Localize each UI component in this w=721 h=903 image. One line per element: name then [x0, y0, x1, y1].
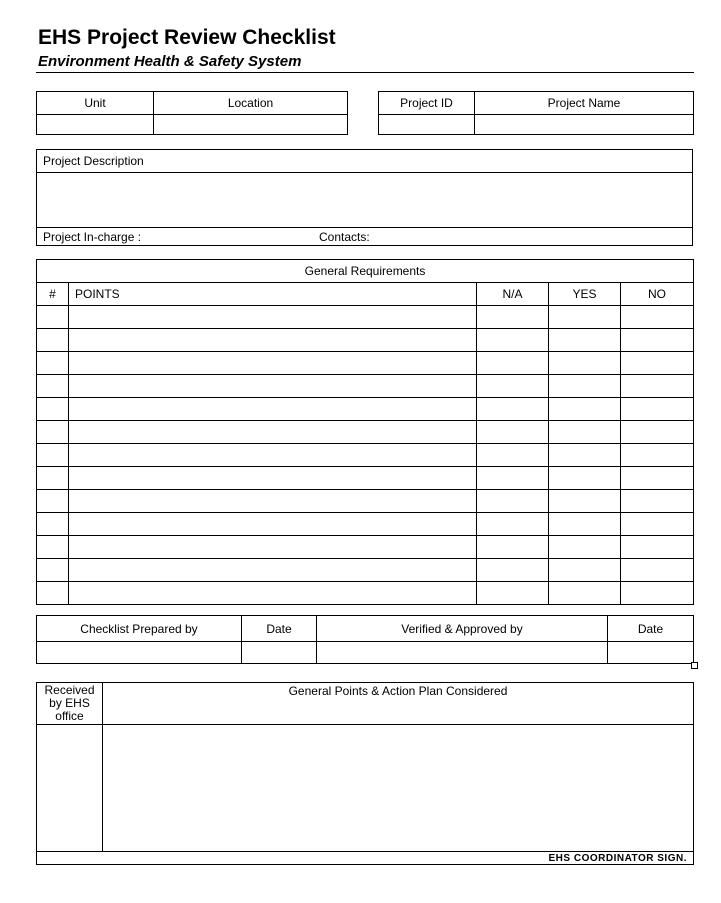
row-na-cell[interactable]: [477, 467, 549, 490]
table-row: [37, 536, 694, 559]
table-row: [37, 559, 694, 582]
col-yes-header: YES: [549, 283, 621, 306]
row-number-cell[interactable]: [37, 536, 69, 559]
row-na-cell[interactable]: [477, 306, 549, 329]
row-points-cell[interactable]: [69, 490, 477, 513]
row-no-cell[interactable]: [621, 352, 694, 375]
row-yes-cell[interactable]: [549, 559, 621, 582]
row-no-cell[interactable]: [621, 375, 694, 398]
row-yes-cell[interactable]: [549, 398, 621, 421]
table-row: [37, 490, 694, 513]
prepared-by-label: Checklist Prepared by: [37, 616, 242, 642]
row-number-cell[interactable]: [37, 444, 69, 467]
row-na-cell[interactable]: [477, 536, 549, 559]
row-number-cell[interactable]: [37, 490, 69, 513]
row-na-cell[interactable]: [477, 582, 549, 605]
unit-label: Unit: [37, 92, 154, 115]
row-number-cell[interactable]: [37, 513, 69, 536]
row-no-cell[interactable]: [621, 467, 694, 490]
row-na-cell[interactable]: [477, 513, 549, 536]
row-number-cell[interactable]: [37, 467, 69, 490]
row-no-cell[interactable]: [621, 398, 694, 421]
row-number-cell[interactable]: [37, 582, 69, 605]
project-id-label: Project ID: [379, 92, 475, 115]
table-row: [37, 375, 694, 398]
row-points-cell[interactable]: [69, 467, 477, 490]
row-no-cell[interactable]: [621, 582, 694, 605]
row-no-cell[interactable]: [621, 490, 694, 513]
row-points-cell[interactable]: [69, 352, 477, 375]
project-incharge-row: [37, 228, 693, 246]
row-na-cell[interactable]: [477, 444, 549, 467]
table-row: [37, 444, 694, 467]
col-no-header: NO: [621, 283, 694, 306]
row-points-cell[interactable]: [69, 444, 477, 467]
row-points-cell[interactable]: [69, 306, 477, 329]
row-yes-cell[interactable]: [549, 536, 621, 559]
project-id-field[interactable]: [379, 115, 475, 135]
unit-location-table: [36, 91, 348, 135]
row-yes-cell[interactable]: [549, 329, 621, 352]
signoff-table: [36, 615, 694, 664]
row-na-cell[interactable]: [477, 352, 549, 375]
verified-by-label: Verified & Approved by: [317, 616, 608, 642]
row-no-cell[interactable]: [621, 513, 694, 536]
project-info-table: [378, 91, 694, 135]
row-number-cell[interactable]: [37, 375, 69, 398]
date1-label: Date: [242, 616, 317, 642]
coordinator-sign-label: EHS COORDINATOR SIGN.: [37, 852, 694, 865]
row-yes-cell[interactable]: [549, 513, 621, 536]
row-yes-cell[interactable]: [549, 352, 621, 375]
row-na-cell[interactable]: [477, 375, 549, 398]
project-description-table: [36, 149, 693, 246]
action-plan-table: [36, 682, 694, 865]
general-requirements-title: General Requirements: [37, 260, 694, 283]
row-no-cell[interactable]: [621, 559, 694, 582]
project-name-label: Project Name: [475, 92, 694, 115]
title-divider: [36, 72, 694, 73]
table-row: [37, 306, 694, 329]
contacts-label: Contacts:: [319, 229, 370, 244]
table-row: [37, 421, 694, 444]
row-yes-cell[interactable]: [549, 306, 621, 329]
row-number-cell[interactable]: [37, 559, 69, 582]
received-by-field[interactable]: [37, 725, 103, 852]
row-number-cell[interactable]: [37, 306, 69, 329]
row-points-cell[interactable]: [69, 582, 477, 605]
table-row: [37, 352, 694, 375]
row-points-cell[interactable]: [69, 375, 477, 398]
table-row: [37, 467, 694, 490]
action-plan-label: General Points & Action Plan Considered: [103, 683, 694, 725]
row-points-cell[interactable]: [69, 421, 477, 444]
project-incharge-label: Project In-charge :: [43, 229, 142, 244]
project-description-label: Project Description: [37, 150, 693, 173]
page-subtitle: Environment Health & Safety System: [38, 53, 302, 70]
unit-field[interactable]: [37, 115, 154, 135]
row-points-cell[interactable]: [69, 329, 477, 352]
col-points-header: POINTS: [69, 283, 477, 306]
row-points-cell[interactable]: [69, 513, 477, 536]
row-na-cell[interactable]: [477, 559, 549, 582]
col-number-header: #: [37, 283, 69, 306]
row-na-cell[interactable]: [477, 421, 549, 444]
resize-handle[interactable]: [691, 662, 698, 669]
row-no-cell[interactable]: [621, 306, 694, 329]
row-yes-cell[interactable]: [549, 582, 621, 605]
row-no-cell[interactable]: [621, 421, 694, 444]
project-name-field[interactable]: [475, 115, 694, 135]
row-points-cell[interactable]: [69, 536, 477, 559]
project-description-field[interactable]: [37, 173, 693, 228]
row-yes-cell[interactable]: [549, 490, 621, 513]
row-yes-cell[interactable]: [549, 375, 621, 398]
row-na-cell[interactable]: [477, 398, 549, 421]
row-no-cell[interactable]: [621, 536, 694, 559]
row-yes-cell[interactable]: [549, 467, 621, 490]
row-number-cell[interactable]: [37, 398, 69, 421]
row-yes-cell[interactable]: [549, 421, 621, 444]
date2-field[interactable]: [608, 642, 694, 664]
verified-by-field[interactable]: [317, 642, 608, 664]
row-number-cell[interactable]: [37, 421, 69, 444]
row-no-cell[interactable]: [621, 329, 694, 352]
location-label: Location: [154, 92, 348, 115]
row-na-cell[interactable]: [477, 490, 549, 513]
action-plan-field[interactable]: [103, 725, 694, 852]
date1-field[interactable]: [242, 642, 317, 664]
row-yes-cell[interactable]: [549, 444, 621, 467]
table-row: [37, 398, 694, 421]
row-no-cell[interactable]: [621, 444, 694, 467]
row-points-cell[interactable]: [69, 398, 477, 421]
row-number-cell[interactable]: [37, 352, 69, 375]
prepared-by-field[interactable]: [37, 642, 242, 664]
table-row: [37, 582, 694, 605]
received-by-label: Received by EHS office: [37, 683, 103, 725]
table-row: [37, 329, 694, 352]
row-na-cell[interactable]: [477, 329, 549, 352]
table-row: [37, 513, 694, 536]
location-field[interactable]: [154, 115, 348, 135]
col-na-header: N/A: [477, 283, 549, 306]
row-number-cell[interactable]: [37, 329, 69, 352]
requirements-body: [37, 306, 694, 605]
page-title: EHS Project Review Checklist: [38, 26, 336, 49]
row-points-cell[interactable]: [69, 559, 477, 582]
date2-label: Date: [608, 616, 694, 642]
general-requirements-table: [36, 259, 694, 605]
